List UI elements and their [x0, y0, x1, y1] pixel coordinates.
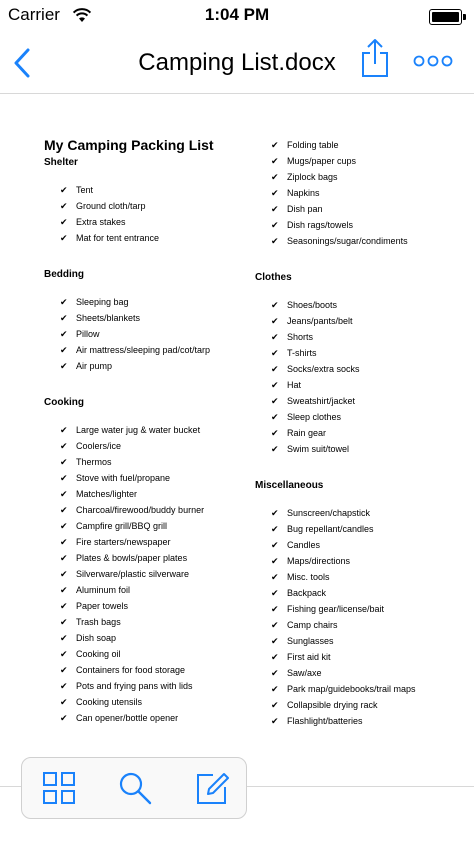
checklist-item-label: Plates & bowls/paper plates	[76, 553, 188, 563]
checklist-item-label: Coolers/ice	[76, 441, 122, 451]
checklist-item	[255, 617, 460, 633]
checklist-item-label: Misc. tools	[287, 572, 330, 582]
checkmark-icon: ✔	[271, 188, 279, 198]
checkmark-icon: ✔	[271, 572, 279, 582]
checkmark-icon: ✔	[60, 505, 68, 515]
checkmark-icon: ✔	[60, 185, 68, 195]
checklist-item	[44, 454, 249, 470]
checklist-item	[255, 505, 460, 521]
checkmark-icon: ✔	[60, 489, 68, 499]
checklist-item	[44, 630, 249, 646]
checklist-item-label: Collapsible drying rack	[287, 700, 378, 710]
checkmark-icon: ✔	[271, 396, 279, 406]
checkmark-icon: ✔	[271, 556, 279, 566]
checklist-item	[44, 518, 249, 534]
checkmark-icon: ✔	[60, 617, 68, 627]
checklist-item	[255, 153, 460, 169]
battery-icon	[429, 9, 466, 25]
checklist-item-label: Pots and frying pans with lids	[76, 681, 193, 691]
carrier-label: Carrier	[8, 5, 60, 24]
checkmark-icon: ✔	[271, 540, 279, 550]
checkmark-icon: ✔	[60, 297, 68, 307]
checkmark-icon: ✔	[271, 588, 279, 598]
clock-time: 1:04 PM	[204, 5, 270, 24]
checklist-item	[255, 569, 460, 585]
checklist-item-label: Paper towels	[76, 601, 129, 611]
checklist-item	[44, 182, 249, 198]
checklist-item	[255, 665, 460, 681]
checklist-item	[44, 534, 249, 550]
share-icon[interactable]	[358, 36, 392, 82]
checklist-item-label: Matches/lighter	[76, 489, 138, 499]
checkmark-icon: ✔	[271, 300, 279, 310]
document-title: Camping List.docx	[138, 49, 336, 76]
checkmark-icon: ✔	[60, 553, 68, 563]
section-heading: Cooking	[44, 397, 84, 408]
checklist-item	[255, 713, 460, 729]
checklist-item-label: Campfire grill/BBQ grill	[76, 521, 168, 531]
checkmark-icon: ✔	[271, 700, 279, 710]
checklist-item-label: Park map/guidebooks/trail maps	[287, 684, 416, 694]
checklist-item	[255, 329, 460, 345]
checklist-item-label: Fishing gear/license/bait	[287, 604, 385, 614]
checklist-item-label: Napkins	[287, 188, 320, 198]
checklist-item-label: Containers for food storage	[76, 665, 186, 675]
checkmark-icon: ✔	[271, 316, 279, 326]
checklist-item	[44, 678, 249, 694]
checklist-item-label: Air mattress/sleeping pad/cot/tarp	[76, 345, 211, 355]
checkmark-icon: ✔	[271, 364, 279, 374]
checklist-item	[255, 697, 460, 713]
checkmark-icon: ✔	[271, 380, 279, 390]
checklist-item-label: Stove with fuel/propane	[76, 473, 171, 483]
checklist-item	[255, 137, 460, 153]
checklist-item-label: Maps/directions	[287, 556, 351, 566]
checklist-item	[255, 409, 460, 425]
checklist-item	[255, 393, 460, 409]
checkmark-icon: ✔	[60, 217, 68, 227]
checklist-item	[255, 377, 460, 393]
more-options-icon[interactable]	[412, 48, 454, 74]
checkmark-icon: ✔	[271, 332, 279, 342]
checkmark-icon: ✔	[60, 361, 68, 371]
checklist-item	[44, 310, 249, 326]
checkmark-icon: ✔	[271, 636, 279, 646]
checkmark-icon: ✔	[60, 345, 68, 355]
checklist-item	[44, 566, 249, 582]
checklist-item-label: Large water jug & water bucket	[76, 425, 201, 435]
checklist-item-label: Backpack	[287, 588, 327, 598]
checklist-item-label: Mugs/paper cups	[287, 156, 357, 166]
checkmark-icon: ✔	[60, 681, 68, 691]
checklist-item	[44, 710, 249, 726]
checklist-item	[44, 598, 249, 614]
checkmark-icon: ✔	[60, 649, 68, 659]
checklist-item-label: Pillow	[76, 329, 100, 339]
checklist-item-label: Tent	[76, 185, 94, 195]
section-heading: Clothes	[255, 272, 292, 283]
checklist-item	[44, 646, 249, 662]
checklist-item-label: Sunscreen/chapstick	[287, 508, 371, 518]
checklist-item-label: Aluminum foil	[76, 585, 131, 595]
checklist-item-label: Thermos	[76, 457, 112, 467]
checklist-item-label: Extra stakes	[76, 217, 126, 227]
checkmark-icon: ✔	[60, 665, 68, 675]
checklist-item-label: Candles	[287, 540, 321, 550]
document-viewer[interactable]	[0, 95, 474, 775]
checklist-item-label: Flashlight/batteries	[287, 716, 363, 726]
checklist-item	[255, 217, 460, 233]
checkmark-icon: ✔	[60, 473, 68, 483]
search-icon[interactable]	[118, 771, 152, 805]
checkmark-icon: ✔	[60, 201, 68, 211]
checklist-item	[255, 361, 460, 377]
checklist-item	[44, 694, 249, 710]
checklist-item	[255, 537, 460, 553]
checkmark-icon: ✔	[271, 716, 279, 726]
checklist-item-label: T-shirts	[287, 348, 317, 358]
checklist-item	[44, 198, 249, 214]
checklist-item-label: Shorts	[287, 332, 314, 342]
checklist-item	[255, 233, 460, 249]
status-bar	[0, 0, 474, 32]
checklist-item-label: Swim suit/towel	[287, 444, 350, 454]
checkmark-icon: ✔	[271, 412, 279, 422]
checklist-item-label: First aid kit	[287, 652, 331, 662]
checkmark-icon: ✔	[271, 508, 279, 518]
checkmark-icon: ✔	[60, 633, 68, 643]
checklist-item-label: Trash bags	[76, 617, 121, 627]
checklist-item	[255, 185, 460, 201]
checklist-item-label: Air pump	[76, 361, 113, 371]
grid-icon[interactable]	[42, 771, 76, 805]
checklist-item	[255, 441, 460, 457]
checklist-item-label: Saw/axe	[287, 668, 322, 678]
checklist-item-label: Sheets/blankets	[76, 313, 141, 323]
checklist-item-label: Sunglasses	[287, 636, 334, 646]
checkmark-icon: ✔	[271, 524, 279, 534]
left-column	[44, 135, 249, 726]
checklist-item-label: Seasonings/sugar/condiments	[287, 236, 408, 246]
checkmark-icon: ✔	[271, 156, 279, 166]
navigation-bar	[0, 32, 474, 94]
checkmark-icon: ✔	[271, 428, 279, 438]
checkmark-icon: ✔	[271, 172, 279, 182]
checklist-item	[44, 550, 249, 566]
bottom-toolbar	[21, 757, 247, 819]
checklist-item-label: Ground cloth/tarp	[76, 201, 146, 211]
checkmark-icon: ✔	[60, 537, 68, 547]
checklist-item	[255, 297, 460, 313]
checklist-item-label: Shoes/boots	[287, 300, 338, 310]
checklist-item	[255, 585, 460, 601]
checkmark-icon: ✔	[271, 348, 279, 358]
checkmark-icon: ✔	[271, 652, 279, 662]
checkmark-icon: ✔	[271, 204, 279, 214]
checklist-item	[44, 358, 249, 374]
checklist-item	[44, 230, 249, 246]
checklist-item-label: Jeans/pants/belt	[287, 316, 353, 326]
checklist-item-label: Charcoal/firewood/buddy burner	[76, 505, 205, 515]
checkmark-icon: ✔	[60, 601, 68, 611]
checklist-item-label: Sleep clothes	[287, 412, 342, 422]
checklist-item	[255, 425, 460, 441]
checklist-item	[255, 169, 460, 185]
checkmark-icon: ✔	[271, 444, 279, 454]
checklist-item-label: Silverware/plastic silverware	[76, 569, 190, 579]
checklist-item-label: Dish soap	[76, 633, 117, 643]
checkmark-icon: ✔	[271, 140, 279, 150]
checklist-item	[255, 521, 460, 537]
checklist-item-label: Rain gear	[287, 428, 327, 438]
checkmark-icon: ✔	[60, 313, 68, 323]
checklist-item-label: Cooking oil	[76, 649, 121, 659]
checkmark-icon: ✔	[60, 441, 68, 451]
checklist-item	[255, 649, 460, 665]
checklist-item	[44, 470, 249, 486]
checkmark-icon: ✔	[271, 620, 279, 630]
checkmark-icon: ✔	[271, 220, 279, 230]
doc-heading: My Camping Packing List	[44, 137, 214, 153]
checklist-item-label: Fire starters/newspaper	[76, 537, 171, 547]
checklist-item	[255, 601, 460, 617]
checkmark-icon: ✔	[60, 713, 68, 723]
checklist-item-label: Bug repellant/candles	[287, 524, 374, 534]
checklist-item	[44, 214, 249, 230]
checklist-item	[255, 633, 460, 649]
checkmark-icon: ✔	[60, 521, 68, 531]
checklist-item-label: Dish rags/towels	[287, 220, 354, 230]
checklist-item-label: Socks/extra socks	[287, 364, 360, 374]
checkmark-icon: ✔	[271, 604, 279, 614]
edit-icon[interactable]	[195, 771, 229, 805]
checklist-item-label: Folding table	[287, 140, 339, 150]
checklist-item	[44, 502, 249, 518]
checklist-item	[44, 438, 249, 454]
checkmark-icon: ✔	[271, 668, 279, 678]
section-heading: Bedding	[44, 269, 84, 280]
section-heading: Miscellaneous	[255, 480, 324, 491]
checklist-item	[44, 342, 249, 358]
checklist-item	[44, 326, 249, 342]
checklist-item-label: Sleeping bag	[76, 297, 129, 307]
checklist-item-label: Mat for tent entrance	[76, 233, 160, 243]
section-heading: Shelter	[44, 157, 78, 168]
checklist-item	[255, 681, 460, 697]
checkmark-icon: ✔	[60, 425, 68, 435]
right-column	[255, 137, 460, 729]
checklist-item	[255, 553, 460, 569]
checklist-item	[44, 582, 249, 598]
checklist-item	[255, 345, 460, 361]
checklist-item-label: Camp chairs	[287, 620, 338, 630]
checklist-item	[44, 422, 249, 438]
checkmark-icon: ✔	[271, 236, 279, 246]
checklist-item	[255, 201, 460, 217]
checklist-item-label: Ziplock bags	[287, 172, 338, 182]
checklist-item-label: Cooking utensils	[76, 697, 143, 707]
checklist-item-label: Dish pan	[287, 204, 323, 214]
checklist-item-label: Hat	[287, 380, 302, 390]
checklist-item	[44, 662, 249, 678]
checklist-item	[44, 614, 249, 630]
checkmark-icon: ✔	[60, 697, 68, 707]
checklist-item-label: Sweatshirt/jacket	[287, 396, 356, 406]
checkmark-icon: ✔	[60, 585, 68, 595]
checkmark-icon: ✔	[60, 569, 68, 579]
checkmark-icon: ✔	[271, 684, 279, 694]
checkmark-icon: ✔	[60, 457, 68, 467]
checklist-item	[44, 294, 249, 310]
checkmark-icon: ✔	[60, 233, 68, 243]
checklist-item	[44, 486, 249, 502]
checklist-item-label: Can opener/bottle opener	[76, 713, 179, 723]
checkmark-icon: ✔	[60, 329, 68, 339]
checklist-item	[255, 313, 460, 329]
